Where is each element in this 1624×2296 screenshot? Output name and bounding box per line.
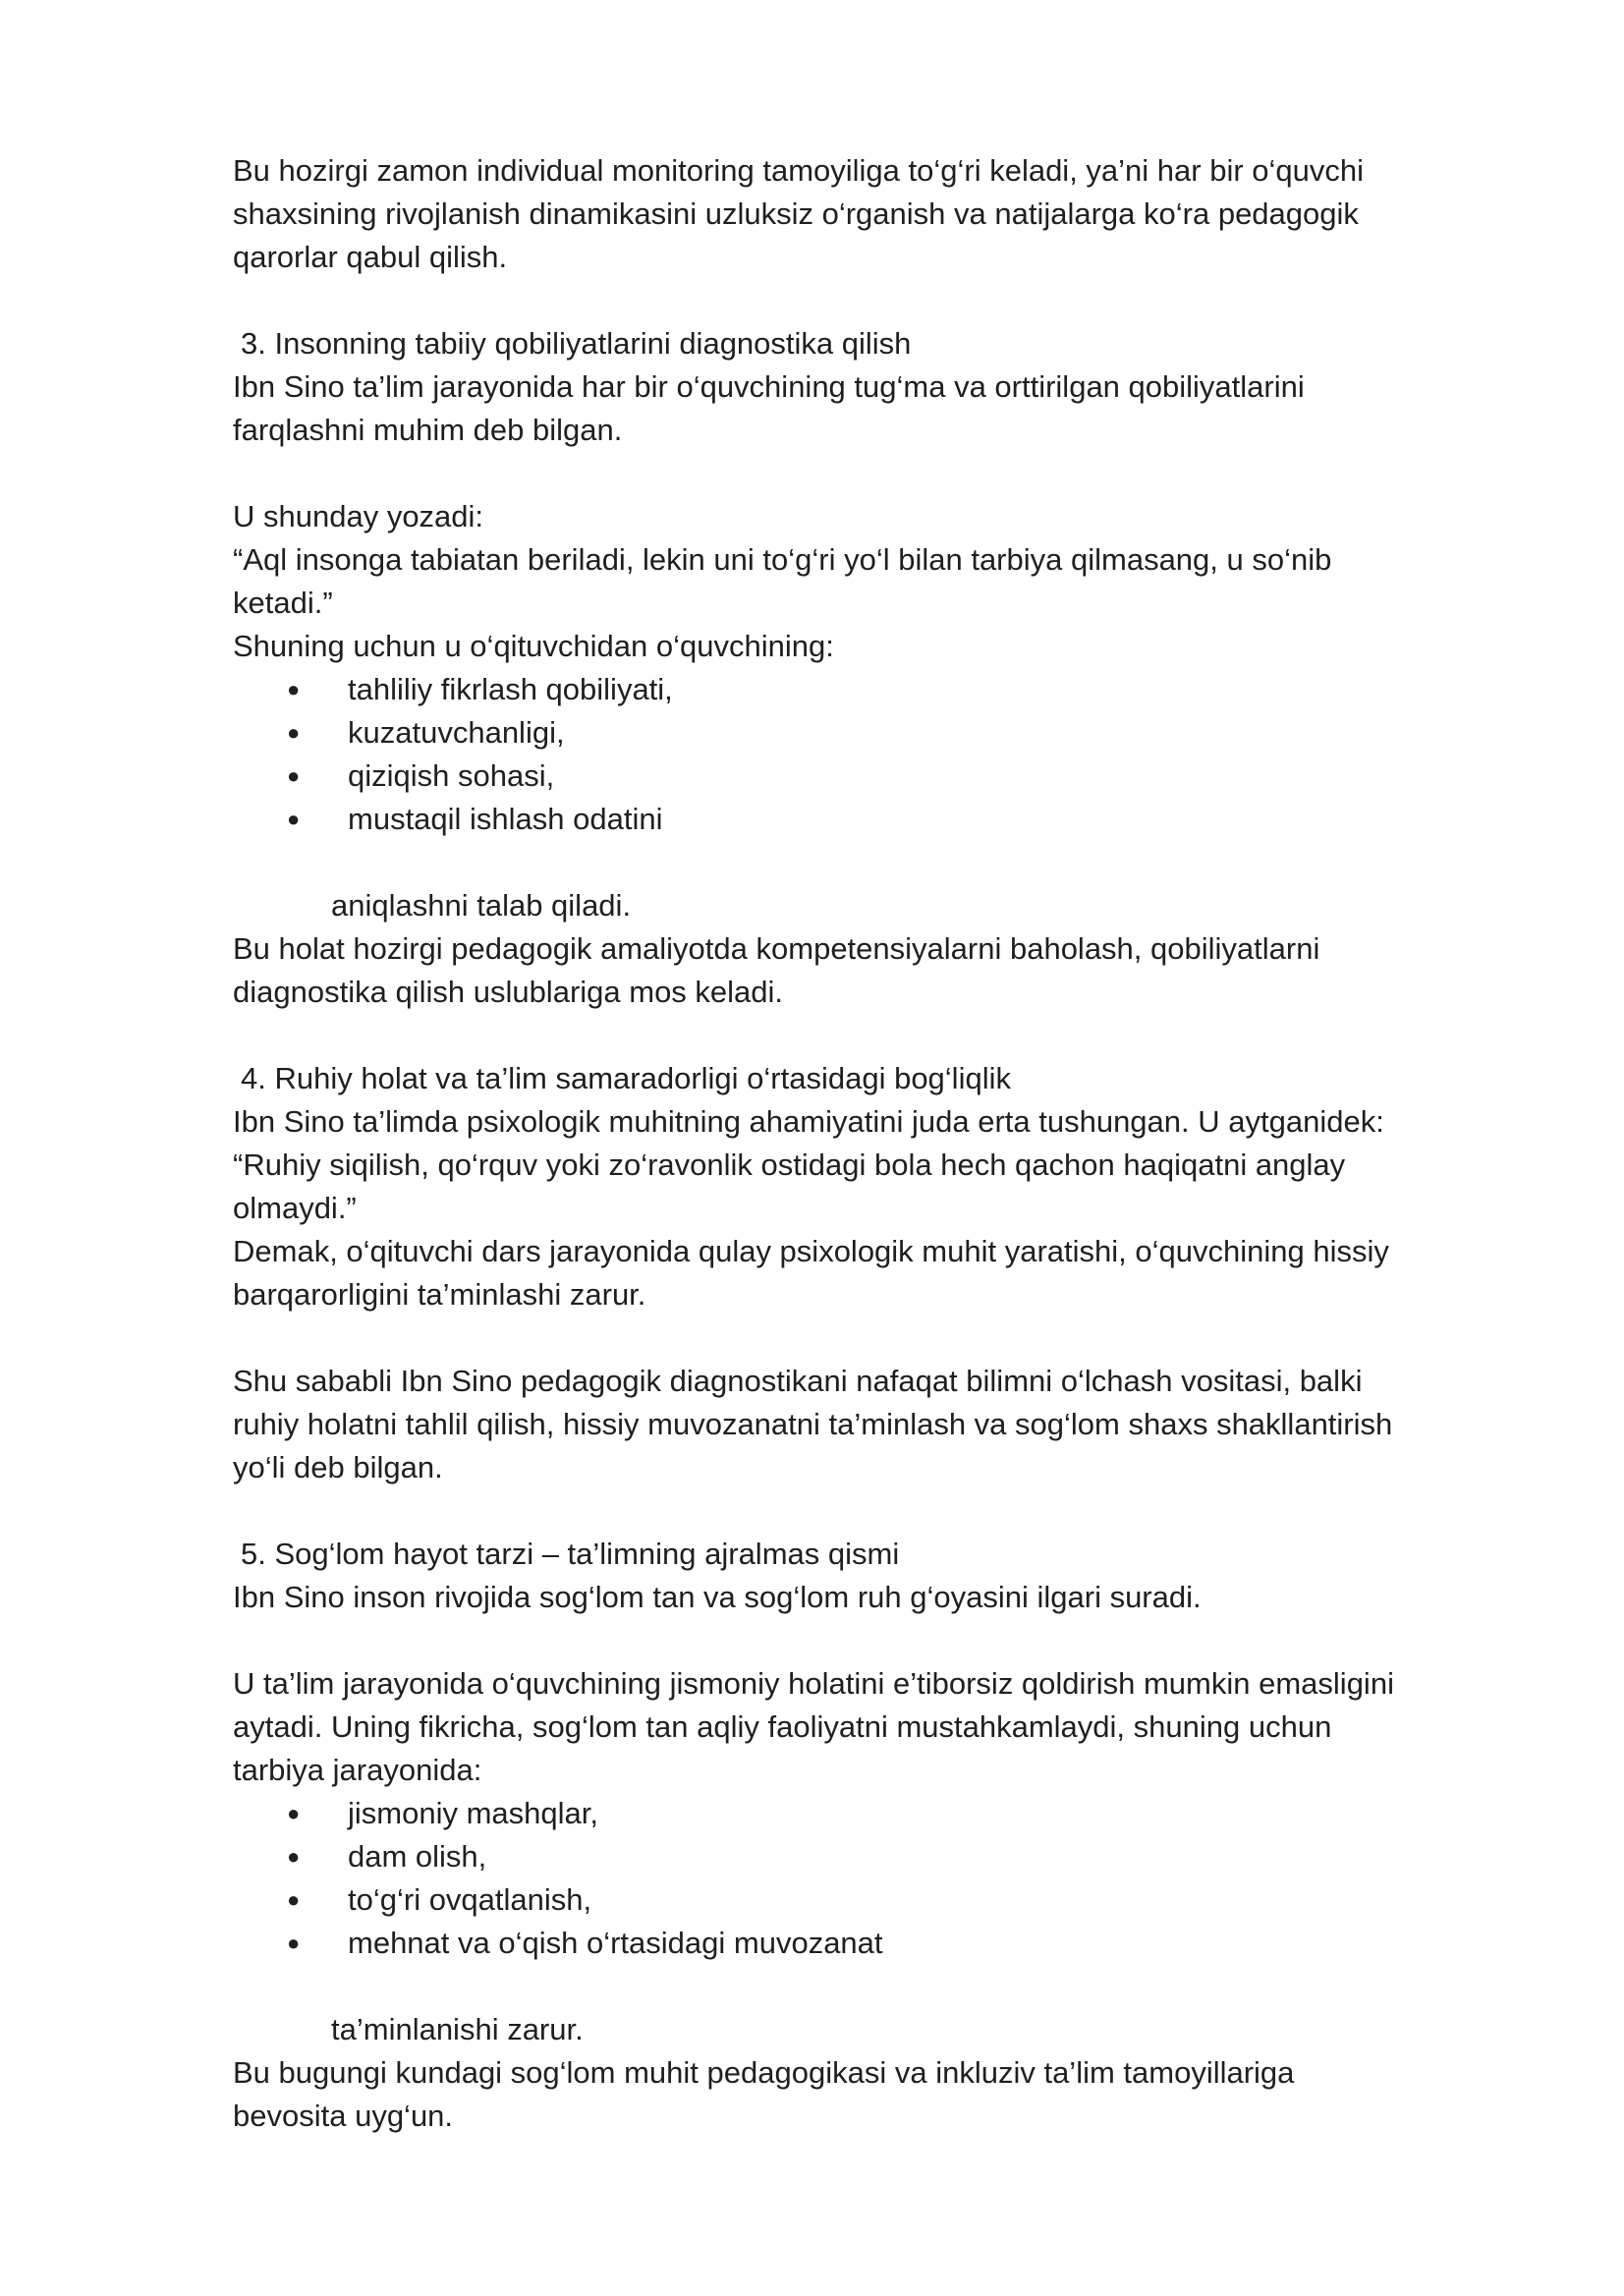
text-line: yo‘li deb bilgan. xyxy=(233,1450,443,1484)
section-heading-5: 5. Sog‘lom hayot tarzi – ta’limning ajralmas qismi xyxy=(241,1537,900,1571)
list-item xyxy=(233,798,1510,841)
list-item-label: mehnat va o‘qish o‘rtasidagi muvozanat xyxy=(348,1926,883,1960)
list-item xyxy=(233,668,1510,711)
text-line: shaxsining rivojlanish dinamikasini uzluksiz o‘rganish va natijalarga ko‘ra pedagogik xyxy=(233,196,1359,231)
bullet-icon: ● xyxy=(287,1844,301,1869)
list-item-label: to‘g‘ri ovqatlanish, xyxy=(348,1882,592,1917)
list-item-label: kuzatuvchanligi, xyxy=(348,715,565,750)
text-line: olmaydi.” xyxy=(233,1191,357,1225)
bullet-icon: ● xyxy=(287,720,301,745)
text-line: “Ruhiy siqilish, qo‘rquv yoki zo‘ravonlik ostidagi bola hech qachon haqiqatni anglay xyxy=(233,1148,1346,1182)
bullet-icon: ● xyxy=(287,807,301,831)
text-line: aytadi. Uning fikricha, sog‘lom tan aqliy faoliyatni mustahkamlaydi, shuning uchun xyxy=(233,1709,1332,1744)
bullet-icon: ● xyxy=(287,1801,301,1825)
paragraph-healthy-spirit xyxy=(233,1576,1510,1619)
document-body xyxy=(233,149,1510,2138)
list-item xyxy=(233,1835,1510,1878)
list-continuation: aniqlashni talab qiladi. xyxy=(331,888,632,923)
paragraph-competencies xyxy=(233,927,1510,1014)
text-line: Bu holat hozirgi pedagogik amaliyotda kompetensiyalarni baholash, qobiliyatlarni xyxy=(233,931,1320,966)
list-item-label: dam olish, xyxy=(348,1839,487,1874)
text-line: ruhiy holatni tahlil qilish, hissiy muvozanatni ta’minlash va sog‘lom shaxs shakllantirish xyxy=(233,1407,1393,1441)
list-item xyxy=(233,1878,1510,1922)
text-line: Ibn Sino inson rivojida sog‘lom tan va sog‘lom ruh g‘oyasini ilgari suradi. xyxy=(233,1580,1202,1614)
section-heading-4: 4. Ruhiy holat va ta’lim samaradorligi o‘rtasidagi bog‘liqlik xyxy=(241,1061,1011,1095)
list-item-label: jismoniy mashqlar, xyxy=(348,1796,598,1830)
text-line: diagnostika qilish uslublariga mos keladi. xyxy=(233,975,784,1009)
health-list xyxy=(233,1792,1510,1965)
bullet-icon: ● xyxy=(287,677,301,701)
list-item-label: tahliliy fikrlash qobiliyati, xyxy=(348,672,673,706)
text-line: Shu sababli Ibn Sino pedagogik diagnostikani nafaqat bilimni o‘lchash vositasi, balki xyxy=(233,1364,1363,1398)
text-line: Bu bugungi kundagi sog‘lom muhit pedagogikasi va inkluziv ta’lim tamoyillariga xyxy=(233,2055,1295,2090)
list-item-label: mustaqil ishlash odatini xyxy=(348,802,663,836)
text-line: bevosita uyg‘un. xyxy=(233,2099,454,2133)
bullet-icon: ● xyxy=(287,1887,301,1912)
text-line: barqarorligini ta’minlashi zarur. xyxy=(233,1277,646,1312)
text-line: Bu hozirgi zamon individual monitoring tamoyiliga to‘g‘ri keladi, ya’ni har bir o‘quvchi xyxy=(233,153,1365,188)
paragraph-inclusive xyxy=(233,2051,1510,2138)
list-item xyxy=(233,711,1510,755)
list-item xyxy=(233,1792,1510,1835)
text-line: tarbiya jarayonida: xyxy=(233,1753,482,1787)
text-line: Ibn Sino ta’lim jarayonida har bir o‘quvchining tug‘ma va orttirilgan qobiliyatlarini xyxy=(233,369,1305,404)
paragraph-physical-state xyxy=(233,1662,1510,1792)
text-line: “Aql insonga tabiatan beriladi, lekin uni to‘g‘ri yo‘l bilan tarbiya qilmasang, u so‘nib xyxy=(233,542,1332,577)
text-line: U shunday yozadi: xyxy=(233,499,484,533)
text-line: ketadi.” xyxy=(233,586,333,620)
text-line: U ta’lim jarayonida o‘quvchining jismoniy holatini e’tiborsiz qoldirish mumkin emasligini xyxy=(233,1666,1394,1701)
bullet-icon: ● xyxy=(287,1931,301,1955)
text-line: farqlashni muhim deb bilgan. xyxy=(233,413,623,447)
list-item-label: qiziqish sohasi, xyxy=(348,758,555,793)
paragraph-monitoring xyxy=(233,149,1510,279)
abilities-list xyxy=(233,668,1510,841)
text-line: Ibn Sino ta’limda psixologik muhitning ahamiyatini juda erta tushungan. U aytganidek: xyxy=(233,1104,1384,1139)
paragraph-diagnostics xyxy=(233,1360,1510,1489)
list-continuation: ta’minlanishi zarur. xyxy=(331,2012,584,2046)
text-line: qarorlar qabul qilish. xyxy=(233,240,508,274)
section-heading-3: 3. Insonning tabiiy qobiliyatlarini diagnostika qilish xyxy=(241,326,912,361)
paragraph-psychology xyxy=(233,1100,1510,1316)
text-line: Demak, o‘qituvchi dars jarayonida qulay psixologik muhit yaratishi, o‘quvchining hissiy xyxy=(233,1234,1389,1268)
paragraph-abilities xyxy=(233,365,1510,452)
text-line: Shuning uchun u o‘qituvchidan o‘quvchining: xyxy=(233,629,834,663)
bullet-icon: ● xyxy=(287,763,301,788)
list-item xyxy=(233,755,1510,798)
list-item xyxy=(233,1922,1510,1965)
paragraph-quote-mind xyxy=(233,495,1510,668)
